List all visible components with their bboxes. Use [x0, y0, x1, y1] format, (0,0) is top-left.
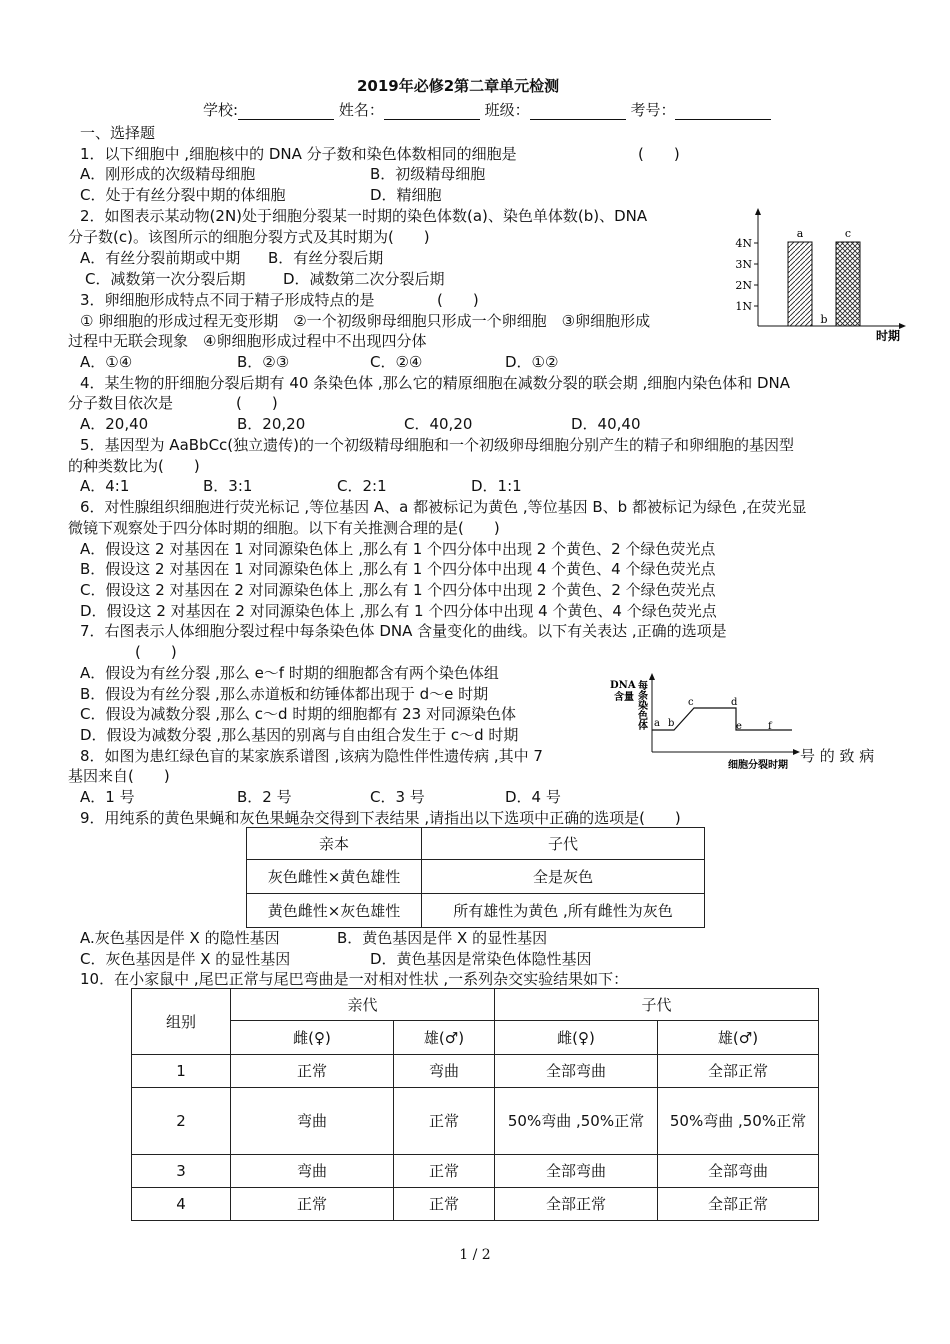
q5-option-b: B．3:1: [203, 477, 253, 495]
q10-cell: 全部正常: [495, 1188, 658, 1221]
q10-cell: 正常: [394, 1155, 495, 1188]
table-row: [132, 1188, 819, 1221]
q7-option-d: D．假设为减数分裂 ,那么基因的别离与自由组合发生于 c～d 时期: [80, 726, 519, 744]
q2-label-c: c: [844, 227, 852, 240]
q8-option-d: D．4 号: [505, 788, 561, 806]
q2-bar-a: [788, 242, 812, 326]
q2-label-b: b: [820, 313, 828, 326]
q7-point-d: d: [731, 697, 738, 708]
q1-paren: ( ): [638, 145, 680, 163]
name-label: 姓名：: [338, 101, 384, 119]
q10-cell: 4: [132, 1188, 231, 1221]
q10-cell: 全部弯曲: [658, 1155, 819, 1188]
q10-header-parent-female: 雌(♀): [231, 1021, 394, 1055]
q10-cell: 正常: [231, 1188, 394, 1221]
q10-header-offspring-male: 雄(♂): [658, 1021, 819, 1055]
q2-tick-4n: 4N: [735, 237, 752, 250]
q9-cell: 灰色雌性×黄色雄性: [247, 860, 422, 894]
q2-option-a: A．有丝分裂前期或中期: [80, 249, 241, 267]
q1-option-a: A．刚形成的次级精母细胞: [80, 165, 256, 183]
q8-option-c: C．3 号: [370, 788, 425, 806]
q10-cell: 全部正常: [658, 1055, 819, 1088]
q7-dna-chart: [608, 668, 804, 774]
school-blank[interactable]: [238, 103, 334, 120]
q2-stem-2: 分子数(c)。该图所示的细胞分裂方式及其时期为( ): [68, 228, 430, 246]
page-number: 1 / 2: [459, 1247, 491, 1263]
q4-option-b: B．20,20: [237, 415, 306, 433]
q9-header-parent: 亲本: [247, 828, 422, 860]
q9-option-c: C．灰色基因是伴 X 的显性基因: [80, 950, 291, 968]
section-heading: 一、选择题: [80, 124, 156, 142]
name-blank[interactable]: [384, 103, 480, 120]
q9-header-offspring: 子代: [422, 828, 705, 860]
q10-header-parent: 亲代: [231, 989, 495, 1021]
q2-option-c: C．减数第一次分裂后期: [85, 270, 246, 288]
q2-bar-c: [836, 242, 860, 326]
q10-cell: 1: [132, 1055, 231, 1088]
q3-option-b: B．②③: [237, 353, 290, 371]
q9-cell: 所有雄性为黄色 ,所有雌性为灰色: [422, 894, 705, 928]
table-row: [132, 989, 819, 1021]
q6-option-b: B．假设这 2 对基因在 1 对同源染色体上 ,那么有 1 个四分体中出现 4 个黄色、4 个绿色荧光点: [80, 560, 716, 578]
q2-label-a: a: [796, 227, 804, 240]
q9-cell: 黄色雌性×灰色雄性: [247, 894, 422, 928]
q10-cell: 弯曲: [231, 1088, 394, 1155]
q7-point-b: b: [668, 718, 675, 729]
q7-stem: 7．右图表示人体细胞分裂过程中每条染色体 DNA 含量变化的曲线。以下有关表达 ,正确的选项是: [80, 622, 727, 640]
q10-cell: 弯曲: [231, 1155, 394, 1188]
q4-option-d: D．40,40: [571, 415, 641, 433]
table-row: [132, 1155, 819, 1188]
q10-header-offspring-female: 雌(♀): [495, 1021, 658, 1055]
number-label: 考号：: [630, 101, 676, 119]
q10-stem: 10．在小家鼠中 ,尾巴正常与尾巴弯曲是一对相对性状 ,一系列杂交实验结果如下：: [80, 970, 629, 988]
q10-cell: 正常: [394, 1088, 495, 1155]
q9-option-b: B．黄色基因是伴 X 的显性基因: [337, 929, 548, 947]
q9-stem: 9．用纯系的黄色果蝇和灰色果蝇杂交得到下表结果 ,请指出以下选项中正确的选项是( ): [80, 809, 681, 827]
q10-header-group: 组别: [132, 989, 231, 1055]
q8-stem-1-end: 号 的 致 病: [800, 747, 875, 765]
q7-y-label-vertical: 每条染色体: [635, 680, 647, 730]
q10-cell: 2: [132, 1088, 231, 1155]
q7-point-a: a: [654, 718, 660, 729]
q8-option-a: A．1 号: [80, 788, 135, 806]
q7-x-label: 细胞分裂时期: [728, 760, 788, 771]
q3-option-c: C．②④: [370, 353, 423, 371]
number-blank[interactable]: [675, 103, 771, 120]
q10-cell: 50%弯曲 ,50%正常: [495, 1088, 658, 1155]
q4-option-c: C．40,20: [404, 415, 473, 433]
q4-stem-2: 分子数目依次是: [68, 394, 174, 412]
q5-option-c: C．2:1: [337, 477, 387, 495]
q4-stem-1: 4．某生物的肝细胞分裂后期有 40 条染色体 ,那么它的精原细胞在减数分裂的联会期 ,细胞内染色体和 DNA: [80, 374, 791, 392]
q2-tick-1n: 1N: [735, 300, 752, 313]
student-info-line: [203, 100, 771, 120]
q2-x-arrow: [899, 323, 906, 329]
q8-stem-1: 8．如图为患红绿色盲的某家族系谱图 ,该病为隐性伴性遗传病 ,其中 7: [80, 747, 543, 765]
q2-tick-2n: 2N: [735, 279, 752, 292]
q9-option-a: A.灰色基因是伴 X 的隐性基因: [80, 929, 280, 947]
q10-cell: 全部正常: [658, 1188, 819, 1221]
q9-table: [246, 827, 705, 928]
q5-option-a: A．4:1: [80, 477, 130, 495]
class-blank[interactable]: [530, 103, 626, 120]
table-row: [247, 828, 705, 860]
q5-stem-1: 5．基因型为 AaBbCc(独立遗传)的一个初级精母细胞和一个初级卵母细胞分别产生的精子和卵细胞的基因型: [80, 436, 795, 454]
school-label: 学校:: [203, 101, 239, 119]
q3-line-2: 过程中无联会现象 ④卵细胞形成过程中不出现四分体: [68, 332, 427, 350]
q4-paren: ( ): [236, 394, 278, 412]
q7-point-c: c: [688, 697, 694, 708]
q3-paren: ( ): [437, 291, 479, 309]
q10-table: [131, 988, 819, 1221]
q7-option-c: C．假设为减数分裂 ,那么 c～d 时期的细胞都有 23 对同源染色体: [80, 705, 516, 723]
q10-cell: 50%弯曲 ,50%正常: [658, 1088, 819, 1155]
q1-option-c: C．处于有丝分裂中期的体细胞: [80, 186, 286, 204]
q2-x-label: 时期: [876, 329, 901, 343]
q7-paren: ( ): [135, 643, 177, 661]
q6-option-a: A．假设这 2 对基因在 1 对同源染色体上 ,那么有 1 个四分体中出现 2 个黄色、2 个绿色荧光点: [80, 540, 716, 558]
q3-option-d: D．①②: [505, 353, 559, 371]
q7-option-b: B．假设为有丝分裂 ,那么赤道板和纺锤体都出现于 d～e 时期: [80, 685, 489, 703]
q2-stem-1: 2．如图表示某动物(2N)处于细胞分裂某一时期的染色体数(a)、染色单体数(b)、DNA: [80, 207, 648, 225]
table-row: [132, 1055, 819, 1088]
q1-option-d: D．精细胞: [370, 186, 442, 204]
q7-x-arrow: [793, 749, 800, 755]
q8-option-b: B．2 号: [237, 788, 292, 806]
q5-stem-2: 的种类数比为( ): [68, 457, 200, 475]
q10-cell: 全部弯曲: [495, 1155, 658, 1188]
q7-y-arrow: [649, 673, 655, 680]
q10-cell: 3: [132, 1155, 231, 1188]
q2-y-arrow: [755, 208, 761, 215]
q10-cell: 正常: [394, 1188, 495, 1221]
q6-stem-1: 6．对性腺组织细胞进行荧光标记 ,等位基因 A、a 都被标记为黄色 ,等位基因 B、b 都被标记为绿色 ,在荧光显: [80, 498, 807, 516]
page-title: 2019年必修2第二章单元检测: [357, 77, 560, 95]
q6-option-d: D．假设这 2 对基因在 2 对同源染色体上 ,那么有 1 个四分体中出现 4 个黄色、4 个绿色荧光点: [80, 602, 717, 620]
q2-tick-3n: 3N: [735, 258, 752, 271]
q3-option-a: A．①④: [80, 353, 133, 371]
q4-option-a: A．20,40: [80, 415, 149, 433]
class-label: 班级：: [484, 101, 530, 119]
q7-point-e: e: [736, 721, 742, 732]
table-row: [247, 894, 705, 928]
q1-stem: 1．以下细胞中 ,细胞核中的 DNA 分子数和染色体数相同的细胞是: [80, 145, 517, 163]
q2-option-d: D．减数第二次分裂后期: [283, 270, 445, 288]
q9-cell: 全是灰色: [422, 860, 705, 894]
q2-bar-chart: [730, 206, 910, 346]
q2-option-b: B．有丝分裂后期: [268, 249, 384, 267]
q9-option-d: D．黄色基因是常染色体隐性基因: [370, 950, 592, 968]
q10-cell: 全部弯曲: [495, 1055, 658, 1088]
q7-point-f: f: [768, 721, 772, 732]
q10-header-offspring: 子代: [495, 989, 819, 1021]
q10-header-parent-male: 雄(♂): [394, 1021, 495, 1055]
q3-line-1: ① 卵细胞的形成过程无变形期 ②一个初级卵母细胞只形成一个卵细胞 ③卵细胞形成: [80, 312, 651, 330]
q10-cell: 弯曲: [394, 1055, 495, 1088]
q7-y-label-content: 含量: [614, 692, 634, 703]
q5-option-d: D．1:1: [471, 477, 522, 495]
q1-option-b: B．初级精母细胞: [370, 165, 486, 183]
q7-y-label-dna: DNA: [610, 680, 636, 691]
q6-stem-2: 微镜下观察处于四分体时期的细胞。以下有关推测合理的是( ): [68, 519, 500, 537]
table-row: [132, 1088, 819, 1155]
q8-stem-2: 基因来自( ): [68, 767, 170, 785]
q6-option-c: C．假设这 2 对基因在 2 对同源染色体上 ,那么有 1 个四分体中出现 2 个黄色、2 个绿色荧光点: [80, 581, 716, 599]
table-row: [132, 1021, 819, 1055]
q7-option-a: A．假设为有丝分裂 ,那么 e～f 时期的细胞都含有两个染色体组: [80, 664, 499, 682]
q10-cell: 正常: [231, 1055, 394, 1088]
table-row: [247, 860, 705, 894]
q3-stem: 3．卵细胞形成特点不同于精子形成特点的是: [80, 291, 375, 309]
